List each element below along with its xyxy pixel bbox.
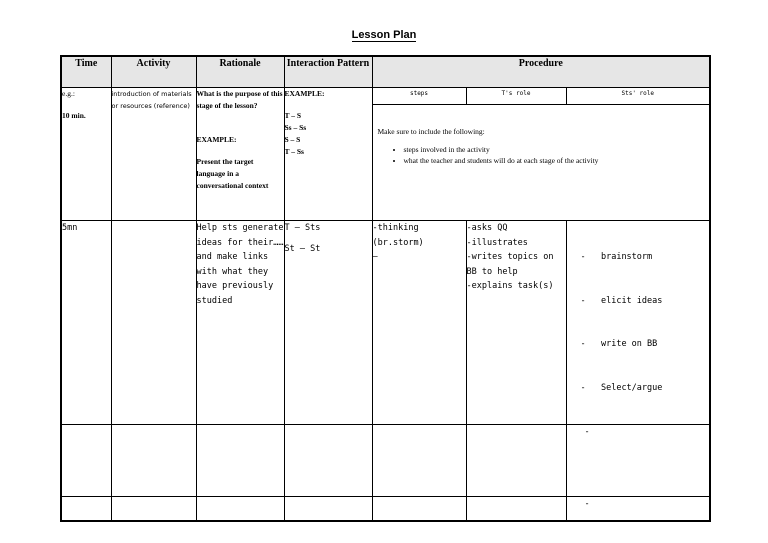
row1-st-role-item: - elicit ideas bbox=[580, 295, 663, 306]
subheader-t-role: T's role bbox=[466, 88, 566, 105]
page-title: Lesson Plan bbox=[351, 29, 417, 41]
row1-st-role bbox=[566, 221, 710, 425]
lesson-row-1 bbox=[61, 221, 710, 425]
row1-activity bbox=[111, 221, 196, 425]
row1-interaction-line: St – St bbox=[284, 243, 321, 254]
lesson-row-3 bbox=[61, 497, 710, 521]
example-rationale-text: Present the target language in a conversational context bbox=[196, 157, 269, 190]
row3-t-role bbox=[466, 497, 566, 521]
example-time-eg: e.g.: bbox=[62, 89, 75, 98]
header-activity: Activity bbox=[111, 56, 196, 88]
example-interaction-line: T – Ss bbox=[284, 147, 304, 156]
procedure-bullet: • what the teacher and students will do at each stage of the activity bbox=[404, 156, 705, 166]
row3-rationale bbox=[196, 497, 284, 521]
row1-t-role-item: -illustrates bbox=[466, 237, 528, 248]
header-rationale: Rationale bbox=[196, 56, 284, 88]
procedure-bullet-list bbox=[404, 145, 705, 166]
row1-t-role-item: -writes topics on BB to help bbox=[466, 252, 554, 277]
lesson-plan-table bbox=[60, 55, 711, 522]
row3-st-role: - bbox=[566, 497, 710, 521]
row1-step: -thinking bbox=[372, 223, 419, 233]
example-interaction-line: S – S bbox=[284, 135, 301, 144]
row3-interaction bbox=[284, 497, 372, 521]
header-row bbox=[61, 56, 710, 88]
row1-st-role-item: - write on BB bbox=[580, 339, 658, 349]
row3-time bbox=[61, 497, 111, 521]
row3-steps bbox=[372, 497, 466, 521]
example-interaction-line: Ss – Ss bbox=[284, 123, 307, 132]
example-rationale-question: What is the purpose of this stage of the lesson? bbox=[196, 89, 283, 110]
row1-st-role-item: - Select/argue bbox=[580, 382, 663, 393]
example-rationale-label: EXAMPLE: bbox=[196, 135, 237, 144]
row1-step: – bbox=[372, 252, 378, 262]
row1-steps bbox=[372, 221, 466, 425]
row2-time bbox=[61, 425, 111, 497]
subheader-st-role: Sts' role bbox=[566, 88, 710, 105]
procedure-intro: Make sure to include the following: bbox=[377, 127, 485, 136]
row1-t-role-item: -explains task(s) bbox=[466, 281, 554, 291]
row2-rationale bbox=[196, 425, 284, 497]
row1-interaction bbox=[284, 221, 372, 425]
example-procedure-cell bbox=[372, 105, 710, 221]
row1-rationale: Help sts generate ideas for their……and make links with what they have previously studied bbox=[196, 221, 284, 425]
row2-activity bbox=[111, 425, 196, 497]
row2-steps bbox=[372, 425, 466, 497]
lesson-row-2 bbox=[61, 425, 710, 497]
header-interaction: Interaction Pattern bbox=[284, 56, 372, 88]
row1-t-role bbox=[466, 221, 566, 425]
row1-step: (br.storm) bbox=[372, 237, 424, 248]
row1-st-role-item: - brainstorm bbox=[580, 252, 653, 262]
example-time-cell bbox=[61, 88, 111, 221]
subheader-steps: steps bbox=[372, 88, 466, 105]
procedure-subheader-row bbox=[61, 88, 710, 105]
row1-time: 5mn bbox=[61, 221, 111, 425]
example-interaction-line: T – S bbox=[284, 111, 302, 120]
row3-activity bbox=[111, 497, 196, 521]
row1-interaction-line: T – Sts bbox=[284, 223, 321, 233]
example-interaction-label: EXAMPLE: bbox=[284, 89, 325, 98]
header-time: Time bbox=[61, 56, 111, 88]
example-rationale-cell bbox=[196, 88, 284, 221]
example-interaction-cell bbox=[284, 88, 372, 221]
row2-st-role: - bbox=[566, 425, 710, 497]
row2-t-role bbox=[466, 425, 566, 497]
example-time-duration: 10 min. bbox=[62, 111, 86, 120]
procedure-bullet: • steps involved in the activity bbox=[404, 145, 705, 155]
row1-t-role-item: -asks QQ bbox=[466, 223, 508, 233]
example-activity-cell: introduction of materials or resources (reference) bbox=[111, 88, 196, 221]
header-procedure: Procedure bbox=[372, 56, 710, 88]
row2-interaction bbox=[284, 425, 372, 497]
